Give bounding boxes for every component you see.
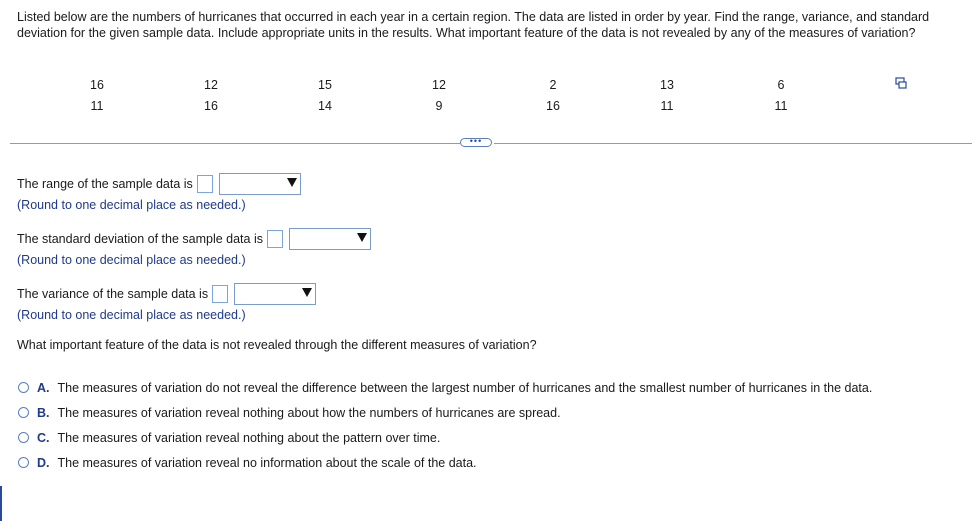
data-cell: 11: [774, 98, 788, 113]
option-text: The measures of variation do not reveal the difference between the largest number of hurricanes and the smallest number of hurricanes in the data.: [57, 380, 873, 395]
range-hint: (Round to one decimal place as needed.): [17, 198, 246, 212]
feature-question: What important feature of the data is not revealed through the different measures of variation?: [17, 338, 537, 352]
option-letter: D.: [37, 455, 50, 470]
data-cell: 15: [318, 77, 332, 92]
question-text: Listed below are the numbers of hurricanes that occurred in each year in a certain region. The data are listed in order by year. Find the range, variance, and standard deviation for the given sample data. Include appropriate units in the results. What important feature of the data is not revealed by any of the measures of variation?: [17, 10, 930, 40]
radio-button[interactable]: [18, 407, 29, 418]
data-cell: 16: [90, 77, 104, 92]
radio-button[interactable]: [18, 457, 29, 468]
chevron-down-icon: [357, 233, 367, 242]
left-edge-bar: [0, 486, 2, 521]
data-cell: 12: [432, 77, 446, 92]
data-cell: 12: [204, 77, 218, 92]
data-cell: 16: [204, 98, 218, 113]
option-letter: C.: [37, 430, 50, 445]
std-hint: (Round to one decimal place as needed.): [17, 253, 246, 267]
expand-button[interactable]: [460, 138, 492, 147]
data-table: [40, 74, 840, 116]
variance-answer: [17, 283, 316, 325]
copy-icon[interactable]: [895, 77, 907, 89]
data-row: [40, 74, 840, 95]
option-text: The measures of variation reveal no information about the scale of the data.: [57, 455, 477, 470]
option-c[interactable]: [18, 425, 872, 450]
option-letter: A.: [37, 380, 50, 395]
option-text: The measures of variation reveal nothing about the pattern over time.: [57, 430, 441, 445]
data-cell: 2: [549, 77, 557, 92]
data-cell: 14: [318, 98, 332, 113]
option-d[interactable]: [18, 450, 872, 475]
data-cell: 16: [546, 98, 560, 113]
data-cell: 13: [660, 77, 674, 92]
range-answer: [17, 173, 301, 215]
radio-button[interactable]: [18, 382, 29, 393]
option-text: The measures of variation reveal nothing about how the numbers of hurricanes are spread.: [57, 405, 561, 420]
answer-options: [18, 375, 872, 475]
variance-hint: (Round to one decimal place as needed.): [17, 308, 246, 322]
option-a[interactable]: [18, 375, 872, 400]
data-cell: 11: [660, 98, 674, 113]
data-row: [40, 95, 840, 116]
variance-prompt: The variance of the sample data is: [17, 287, 209, 301]
section-divider: [494, 143, 972, 144]
chevron-down-icon: [287, 178, 297, 187]
std-answer: [17, 228, 371, 270]
range-prompt: The range of the sample data is: [17, 177, 193, 191]
data-cell: 9: [435, 98, 443, 113]
option-b[interactable]: [18, 400, 872, 425]
range-unit-select[interactable]: [219, 173, 301, 195]
radio-button[interactable]: [18, 432, 29, 443]
std-input[interactable]: [267, 230, 283, 248]
data-cell: 11: [90, 98, 104, 113]
range-input[interactable]: [197, 175, 213, 193]
section-divider: [10, 143, 460, 144]
option-letter: B.: [37, 405, 50, 420]
data-cell: 6: [777, 77, 785, 92]
std-unit-select[interactable]: [289, 228, 371, 250]
more-dots-icon: •••: [469, 136, 483, 146]
variance-input[interactable]: [212, 285, 228, 303]
std-prompt: The standard deviation of the sample data is: [17, 232, 263, 246]
variance-unit-select[interactable]: [234, 283, 316, 305]
chevron-down-icon: [302, 288, 312, 297]
